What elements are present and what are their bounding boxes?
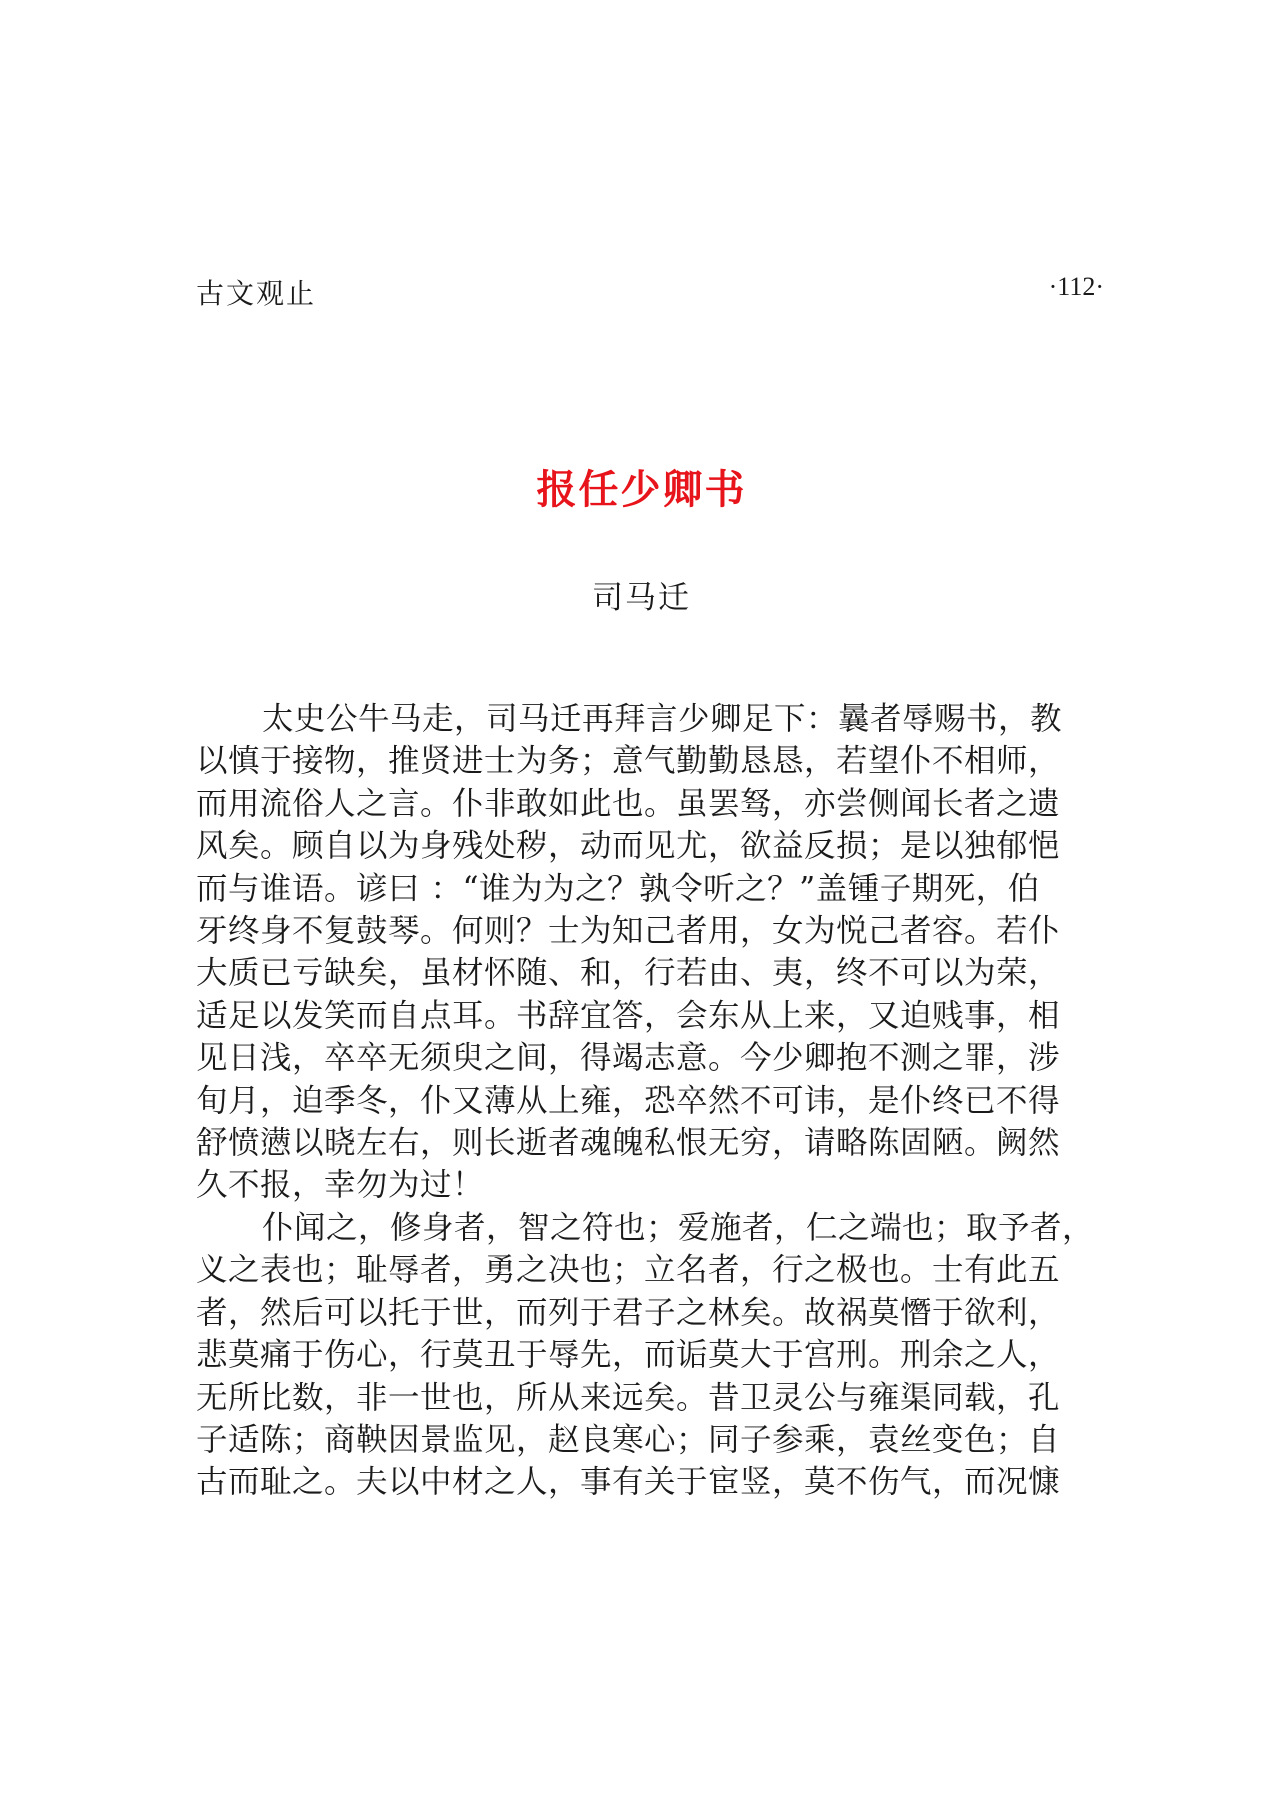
paragraph-line: 而用流俗人之言。仆非敢如此也。虽罢驽，亦尝侧闻长者之遗 [196, 785, 1061, 822]
article-title: 报任少卿书 [536, 467, 747, 513]
paragraph-line: 以慎于接物，推贤进士为务；意气勤勤恳恳，若望仆不相师， [196, 743, 1061, 780]
page-number: ·112· [1048, 272, 1104, 301]
paragraph-line: 见日浅，卒卒无须臾之间，得竭志意。今少卿抱不测之罪，涉 [196, 1040, 1061, 1077]
running-header [196, 272, 1104, 312]
paragraph-line: 风矣。顾自以为身残处秽，动而见尤，欲益反损；是以独郁悒 [196, 828, 1061, 865]
paragraph-line: 适足以发笑而自点耳。书辞宜答，会东从上来，又迫贱事，相 [196, 997, 1061, 1034]
paragraph-line: 久不报，幸勿为过！ [196, 1167, 485, 1204]
book-title: 古文观止 [196, 277, 317, 310]
article-author: 司马迁 [592, 580, 691, 616]
paragraph-line: 太史公牛马走，司马迁再拜言少卿足下：曩者辱赐书，教 [262, 701, 1063, 737]
paragraph-line: 舒愤懑以晓左右，则长逝者魂魄私恨无穷，请略陈固陋。阙然 [196, 1125, 1061, 1162]
paragraph-line: 仆闻之，修身者，智之符也；爱施者，仁之端也；取予者， [262, 1209, 1095, 1246]
paragraph-line: 而与谁语。谚曰 ：“谁为为之？孰令听之？”盖锺子期死，伯 [196, 870, 1040, 907]
paragraph-line: 义之表也；耻辱者，勇之决也；立名者，行之极也。士有此五 [196, 1252, 1061, 1289]
paragraph-line: 牙终身不复鼓琴。何则？士为知己者用，女为悦己者容。若仆 [196, 913, 1061, 950]
paragraph-line: 悲莫痛于伤心，行莫丑于辱先，而诟莫大于宫刑。刑余之人， [196, 1337, 1061, 1374]
paragraph-line: 无所比数，非一世也，所从来远矣。昔卫灵公与雍渠同载，孔 [196, 1379, 1061, 1416]
paragraph-line: 古而耻之。夫以中材之人，事有关于宦竖，莫不伤气，而况慷 [196, 1464, 1061, 1501]
paragraph-line: 大质已亏缺矣，虽材怀随、和，行若由、夷，终不可以为荣， [196, 955, 1061, 992]
paragraph-line: 者，然后可以托于世，而列于君子之林矣。故祸莫憯于欲利， [196, 1294, 1061, 1331]
paragraph-line: 旬月，迫季冬，仆又薄从上雍，恐卒然不可讳，是仆终已不得 [196, 1082, 1061, 1119]
body-text [196, 698, 1106, 1504]
paragraph-line: 子适陈；商鞅因景监见，赵良寒心；同子参乘，袁丝变色；自 [196, 1421, 1061, 1458]
